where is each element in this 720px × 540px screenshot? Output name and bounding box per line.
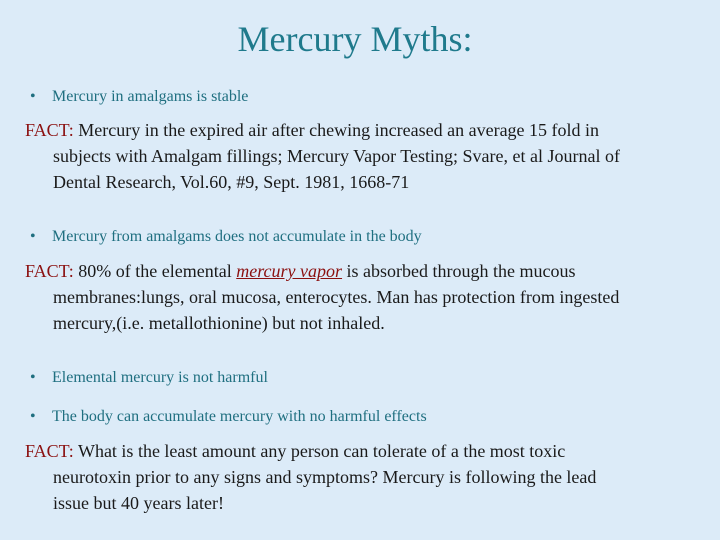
myth-bullet-3 [30, 369, 268, 387]
emphasis-mercury-vapor: mercury vapor [236, 261, 343, 281]
fact-block-2 [25, 258, 710, 336]
fact-1-line-3: Dental Research, Vol.60, #9, Sept. 1981, 1668-71 [53, 172, 410, 192]
myth-bullet-4 [30, 408, 427, 426]
bullet-icon: • [30, 408, 36, 425]
bullet-icon: • [30, 88, 36, 105]
slide-title: Mercury Myths: [237, 19, 473, 59]
fact-2-line-1: FACT: 80% of the elemental mercury vapor is absorbed through the mucous [25, 261, 576, 281]
fact-2-line-2: membranes:lungs, oral mucosa, enterocytes. Man has protection from ingested [53, 287, 620, 307]
bullet-icon: • [30, 369, 36, 386]
fact-label: FACT: [25, 261, 74, 281]
fact-2-line-3: mercury,(i.e. metallothionine) but not inhaled. [53, 313, 385, 333]
bullet-icon: • [30, 228, 36, 245]
myth-text-1: Mercury in amalgams is stable [52, 88, 249, 105]
fact-block-1 [25, 117, 710, 195]
fact-block-3 [25, 438, 710, 516]
myth-text-2: Mercury from amalgams does not accumulate in the body [52, 228, 422, 245]
myth-text-4: The body can accumulate mercury with no harmful effects [52, 408, 427, 425]
myth-bullet-1 [30, 88, 248, 106]
fact-3-line-3: issue but 40 years later! [53, 493, 224, 513]
fact-3-line-2: neurotoxin prior to any signs and symptoms? Mercury is following the lead [53, 467, 597, 487]
myth-bullet-2 [30, 228, 422, 246]
fact-1-line-2: subjects with Amalgam fillings; Mercury Vapor Testing; Svare, et al Journal of [53, 146, 620, 166]
fact-label: FACT: [25, 120, 74, 140]
fact-3-line-1: FACT: What is the least amount any person can tolerate of a the most toxic [25, 441, 566, 461]
myth-text-3: Elemental mercury is not harmful [52, 369, 268, 386]
fact-label: FACT: [25, 441, 74, 461]
fact-1-line-1: FACT: Mercury in the expired air after chewing increased an average 15 fold in [25, 120, 600, 140]
